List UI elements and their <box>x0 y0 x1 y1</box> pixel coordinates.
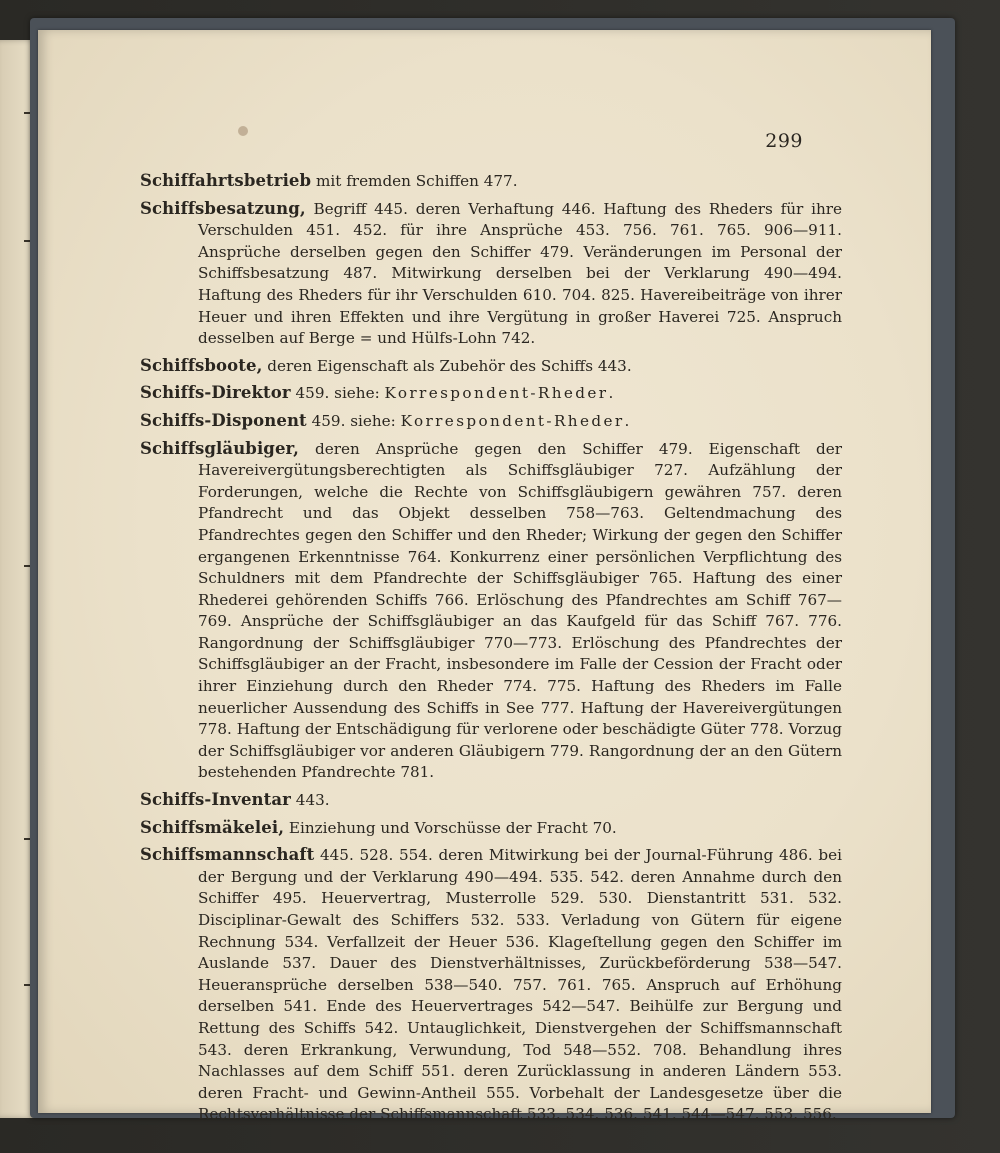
book-page <box>38 30 931 1124</box>
entry-heading: Schiffsmäkelei, <box>140 817 285 837</box>
index-entry <box>140 410 842 433</box>
entry-text: 459. siehe: <box>290 384 385 403</box>
entry-heading: Schiffsmannschaft <box>140 845 315 865</box>
index-entry <box>140 789 842 812</box>
index-entry <box>140 382 842 405</box>
entry-heading: Schiffsbesatzung, <box>140 198 306 218</box>
index-entry <box>140 438 842 785</box>
entry-text: 459. siehe: <box>306 411 401 430</box>
entry-text: 445. 528. 554. deren Mitwirkung bei der Journal-Führung 486. bei der Bergung und der Verklarung 490—494. 535. 542. deren Annahme durch den Schiffer 495. Heuervertrag, Musterrolle 529. 530. Dienstantritt 531. 532. Disciplinar-Gewalt des Schiffers 532. 533. Verladung von Gütern für eigene Rechnung 534. Verfallzeit der Heuer 536. Klageſtellung gegen den Schiffer im Auslande 537. Dauer des Dienstverhältnisses, Zurückbeförderung 538—547. Heueransprüche derselben 538—540. 757. 761. 765. Anspruch auf Erhöhung derselben 541. Ende des Heuervertrages 542—547. Beihülfe zur Bergung und Rettung des Schiffs 542. Untauglichkeit, Dienstvergehen der Schiffsmannschaft 543. deren Erkrankung, Verwundung, Tod 548—552. 708. Behandlung ihres Nachlasses auf dem Schiff 551. deren Zurücklassung in anderen Ländern 553. deren Fracht- und Gewinn-Antheil 555. Vorbehalt der Landesgesetze über die Rechtsverhältnisse der Schiffsmannschaft 533. 534. 536. 541. 544—547. 553. 556. <box>198 846 842 1124</box>
entry-heading: Schiffs-Inventar <box>140 790 291 810</box>
ink-smudge <box>238 126 248 136</box>
index-entry <box>140 355 842 378</box>
index-entry <box>140 198 842 350</box>
entry-heading: Schiffsboote, <box>140 355 263 375</box>
entry-text: mit fremden Schiffen 477. <box>311 172 518 190</box>
entry-heading: Schiffs-Direktor <box>140 383 291 403</box>
entry-text: Einziehung und Vorschüsse der Fracht 70. <box>284 818 617 837</box>
entry-text: deren Ansprüche gegen den Schiffer 479. Eigenschaft der Havereivergütungsberechtigten als Schiffsgläubiger 727. Aufzählung der Forderungen, welche die Rechte von Schiffsgläubigern gewähren 757. deren Pfandrecht und das Objekt desselben 758—763. Geltendmachung des Pfandrechtes gegen den Schiffer und den Rheder; Wirkung der gegen den Schiffer ergangenen Erkenntnisse 764. Konkurrenz einer persönlichen Verpflichtung des Schuldners mit dem Pfandrechte der Schiffsgläubiger 765. Haftung des einer Rhederei gehörenden Schiffs 766. Erlöschung des Pfandrechtes am Schiff 767—769. Ansprüche der Schiffsgläubiger an das Kaufgeld für das Schiff 767. 776. Rangordnung der Schiffsgläubiger 770—773. Erlöschung des Pfandrechtes der Schiffsgläubiger an der Fracht, insbesondere im Falle der Cession der Fracht oder ihrer Einziehung durch den Rheder 774. 775. Haftung des Rheders im Falle neuerlicher Aussendung des Schiffs in See 777. Haftung der Havereivergütungen 778. Haftung der Entschädigung für verlorene oder beschädigte Güter 778. Vorzug der Schiffsgläubiger vor anderen Gläubigern 779. Rangordnung der an den Gütern bestehenden Pfandrechte 781. <box>198 439 842 782</box>
entry-text: Begriff 445. deren Verhaftung 446. Haftung des Rheders für ihre Verschulden 451. 452. für ihre Ansprüche 453. 756. 761. 765. 906—911. Ansprüche derselben gegen den Schiffer 479. Veränderungen im Personal der Schiffsbesatzung 487. Mitwirkung derselben bei der Verklarung 490—494. Haftung des Rheders für ihr Verschulden 610. 704. 825. Havereibeiträge von ihrer Heuer und ihren Effekten und ihre Vergütung in großer Haverei 725. Anspruch desselben auf Berge = und Hülfs-Lohn 742. <box>198 199 842 348</box>
entry-tail: . <box>608 384 614 403</box>
index-entry <box>140 170 842 193</box>
entry-heading: Schiffs-Disponent <box>140 410 307 430</box>
entry-heading: Schiffahrtsbetrieb <box>140 171 312 190</box>
entry-tail: . <box>624 411 630 430</box>
entry-text: deren Eigenschaft als Zubehör des Schiffs 443. <box>262 356 632 375</box>
page-number: 299 <box>765 130 803 152</box>
index-entry <box>140 844 842 1126</box>
cross-reference: Korrespondent-Rheder <box>400 411 625 430</box>
cross-reference: Korrespondent-Rheder <box>384 384 609 403</box>
entry-text: 443. <box>290 791 330 810</box>
entry-heading: Schiffsgläubiger, <box>140 438 299 458</box>
index-entries <box>140 170 842 1131</box>
index-entry <box>140 817 842 840</box>
